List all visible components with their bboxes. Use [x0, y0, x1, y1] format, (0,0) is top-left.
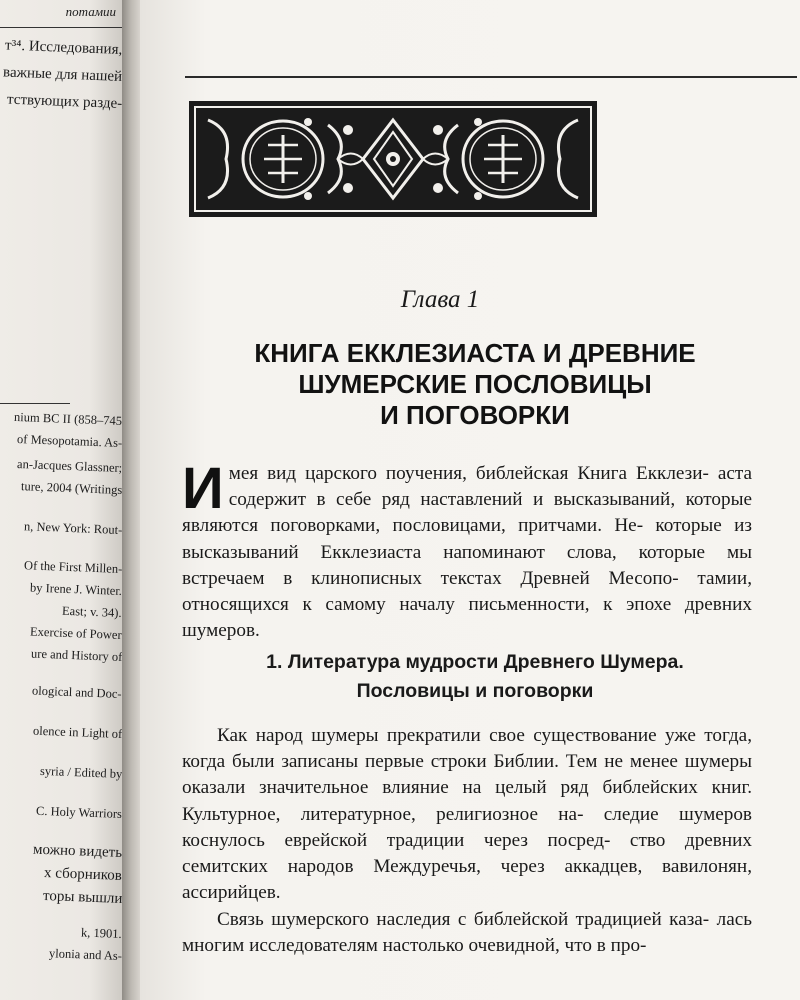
body-paragraph: [182, 907, 752, 959]
left-page-header-rule: [0, 27, 128, 28]
left-page-line: olence in Light of: [32, 723, 123, 741]
chapter-label: Глава 1: [400, 286, 480, 313]
left-page-line: ure and History of: [30, 646, 123, 664]
chapter-title-line: И ПОГОВОРКИ: [380, 400, 570, 430]
left-page-line: тствующих разде-: [6, 91, 123, 112]
left-page-line: ological and Doc-: [32, 683, 123, 701]
left-page: [0, 0, 128, 1000]
footnote-rule: [0, 403, 70, 404]
section-heading-line: Пословицы и поговорки: [356, 680, 594, 702]
left-page-line: Exercise of Power: [30, 624, 123, 642]
chapter-title-line: ШУМЕРСКИЕ ПОСЛОВИЦЫ: [298, 369, 652, 399]
section-heading: [195, 648, 755, 706]
intro-text: мея вид царского поучения, библейская Книга Екклези- аста содержит в себе ряд наставлений и высказываний, которые являются поговорками, пословицами, притчами. Не- которые из высказываний Екклезиаста напоминают слова, которые мы встречаем в клинописных текстах Древней Месопо- тамии, относящихся к самому началу письменности, к эпохе древних шумеров.: [182, 463, 752, 642]
left-page-line: of Mesopotamia. As-: [16, 431, 123, 450]
left-page-line: Of the First Millen-: [23, 558, 123, 576]
left-page-line: можно видеть: [32, 841, 123, 861]
show-through-running-head: [255, 30, 675, 58]
section-heading-line: 1. Литература мудрости Древнего Шумера.: [266, 651, 684, 673]
left-page-line: C. Holy Warriors: [35, 803, 123, 821]
right-page: [140, 0, 800, 1000]
chapter-title-line: КНИГА ЕККЛЕЗИАСТА И ДРЕВНИЕ: [254, 338, 696, 368]
left-page-line: nium BC II (858–745: [13, 409, 123, 428]
left-page-line: важные для нашей: [2, 64, 123, 85]
paragraph-text: Связь шумерского наследия с библейской традицией каза- лась многим исследователям настолько очевидной, что в про-: [182, 909, 752, 957]
left-page-line: by Irene J. Winter.: [29, 580, 123, 598]
header-rule: [185, 76, 797, 78]
left-page-line: an-Jacques Glassner;: [16, 456, 123, 475]
left-page-line: торы вышли: [42, 887, 123, 907]
left-page-line: ture, 2004 (Writings: [20, 479, 123, 497]
ornamental-headpiece: [188, 100, 598, 218]
paragraph-text: Как народ шумеры прекратили свое существование уже тогда, когда были записаны первые строки Библии. Тем не менее шумеры оказали значительное влияние на целый ряд библейских книг. Культурное, литературное, религиозное на- следие шумеров коснулось еврейской традиции через посред- ство древних семитских народов Междуречья, через аккадцев, вавилонян, ассирийцев.: [182, 725, 752, 904]
chapter-title: [195, 338, 755, 431]
left-page-line: East; v. 34).: [62, 603, 123, 620]
left-page-line: х сборников: [43, 865, 123, 884]
left-page-line: ylonia and As-: [48, 946, 123, 963]
body-paragraph: [182, 723, 752, 906]
drop-cap: И: [182, 456, 224, 521]
intro-paragraph: [182, 456, 752, 644]
left-page-line: syria / Edited by: [39, 763, 123, 781]
left-page-line: n, New York: Rout-: [23, 519, 123, 537]
left-page-line: т³⁴. Исследования,: [4, 37, 123, 58]
left-page-header: потамии: [65, 4, 116, 19]
left-page-line: k, 1901.: [81, 925, 123, 941]
